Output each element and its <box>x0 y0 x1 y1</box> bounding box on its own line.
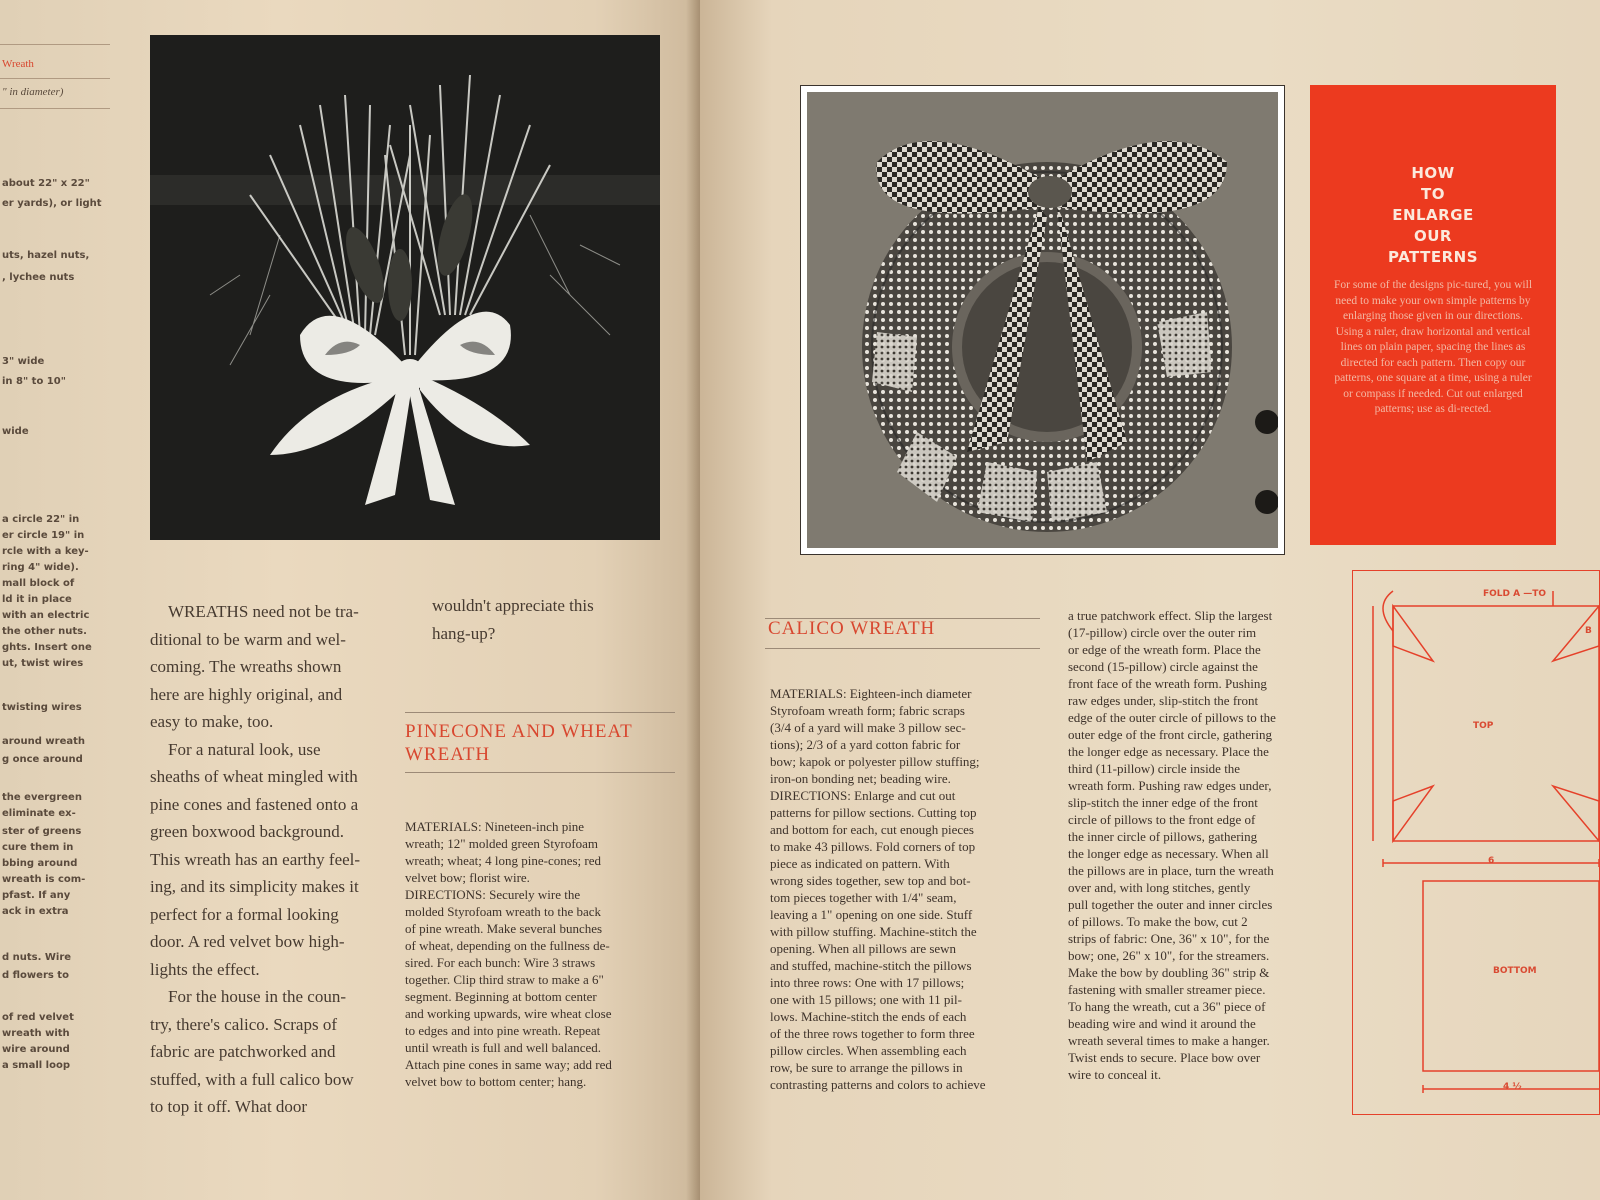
how-to-enlarge-sidebar <box>1310 85 1556 545</box>
body-text-line: hang-up? <box>432 623 496 643</box>
margin-text-line: twisting wires <box>2 702 82 713</box>
margin-text-line: ld it in place <box>2 594 72 605</box>
instruction-line: the longer edge as necessary. Place the <box>1068 744 1269 759</box>
body-text-line: wouldn't appreciate this <box>432 596 594 615</box>
instruction-line: the pillows are in place, turn the wreath <box>1068 863 1274 878</box>
instruction-line: raw edges under, slip-stitch the front <box>1068 693 1259 708</box>
instruction-line: Twist ends to secure. Place bow over <box>1068 1050 1261 1065</box>
body-text-line: For a natural look, use <box>168 739 321 759</box>
instruction-line: molded Styrofoam wreath to the back <box>405 904 602 919</box>
body-text-line: lights the effect. <box>150 959 260 979</box>
side-label: B <box>1585 626 1592 636</box>
instruction-line: velvet bow; florist wire. <box>405 870 530 885</box>
margin-text-line: er yards), or light <box>2 198 102 209</box>
sidebar-title-line: OUR <box>1414 227 1452 245</box>
bottom-label: BOTTOM <box>1493 966 1537 976</box>
body-text-line: ditional to be warm and wel- <box>150 629 346 649</box>
instruction-line: piece as indicated on pattern. With <box>770 856 950 871</box>
instruction-line: slip-stitch the inner edge of the front <box>1068 795 1258 810</box>
body-text-line: green boxwood background. <box>150 822 345 841</box>
body-text-line: fabric are patchworked and <box>150 1042 336 1061</box>
body-text-line: stuffed, with a full calico bow <box>150 1069 354 1089</box>
margin-text-line: mall block of <box>2 578 75 589</box>
instruction-line: velvet bow to bottom center; hang. <box>405 1074 587 1089</box>
instruction-line: segment. Beginning at bottom center <box>405 989 597 1004</box>
margin-text-line: ut, twist wires <box>2 658 84 669</box>
instruction-line: and working upwards, wire wheat close <box>405 1006 612 1021</box>
calico-instructions-col-1 <box>770 685 1042 1093</box>
margin-text-line: wreath with <box>2 1028 70 1039</box>
body-text-line: easy to make, too. <box>150 712 274 731</box>
margin-text-line: g once around <box>2 754 83 765</box>
sidebar-title-line: PATTERNS <box>1387 248 1479 266</box>
instruction-line: pull together the outer and inner circles <box>1068 897 1273 912</box>
body-text-line: to top it off. What door <box>150 1097 308 1116</box>
margin-text-line: er circle 19" in <box>2 530 85 541</box>
instruction-line: the inner circle of pillows, gathering <box>1068 829 1258 844</box>
instruction-line: circle of pillows to the front edge of <box>1068 812 1256 827</box>
fold-label: FOLD A —TO <box>1483 589 1547 599</box>
margin-text-line: 3" wide <box>2 356 45 367</box>
margin-rule <box>0 78 110 79</box>
bottom-width-label: 4 ½ <box>1503 1082 1522 1092</box>
instruction-line: to edges and into pine wreath. Repeat <box>405 1023 601 1038</box>
instruction-line: DIRECTIONS: Enlarge and cut out <box>770 788 956 803</box>
instruction-line: patterns for pillow sections. Cutting top <box>770 805 977 820</box>
instruction-line: and stuffed, machine-stitch the pillows <box>770 958 972 973</box>
body-text-line: coming. The wreaths shown <box>150 657 342 676</box>
calico-instructions-col-2 <box>1068 607 1340 1083</box>
margin-rule <box>0 108 110 109</box>
instruction-line: strips of fabric: One, 36" x 10", for the <box>1068 931 1270 946</box>
margin-text-line: d nuts. Wire <box>2 952 72 963</box>
sidebar-title <box>1332 163 1534 268</box>
instruction-line: bow; one, 26" x 10", for the streamers. <box>1068 948 1270 963</box>
intro-column-2 <box>432 592 682 647</box>
margin-text-line: pfast. If any <box>2 890 71 901</box>
margin-text-line: wire around <box>2 1044 70 1055</box>
instruction-line: edge of the outer circle of pillows to the <box>1068 710 1276 725</box>
instruction-line: DIRECTIONS: Securely wire the <box>405 887 581 902</box>
margin-text-line: around wreath <box>2 736 86 747</box>
margin-text-line: Wreath <box>2 58 34 70</box>
pinecone-title-line-1: PINECONE AND WHEAT <box>405 721 633 742</box>
instruction-line: Make the bow by doubling 36" strip & <box>1068 965 1270 980</box>
instruction-line: pillow circles. When assembling each <box>770 1043 967 1058</box>
instruction-line: (3/4 of a yard will make 3 pillow sec- <box>770 720 966 735</box>
calico-wreath-photo <box>800 85 1285 555</box>
body-text-line: try, there's calico. Scraps of <box>150 1014 337 1034</box>
margin-text-line: with an electric <box>2 610 90 621</box>
margin-rule <box>0 44 110 45</box>
top-label: TOP <box>1473 721 1494 731</box>
margin-text-line: ack in extra <box>2 906 69 917</box>
instruction-line: over and, with long stitches, gently <box>1068 880 1251 895</box>
instruction-line: second (15-pillow) circle against the <box>1068 659 1258 674</box>
instruction-line: wreath several times to make a hanger. <box>1068 1033 1270 1048</box>
margin-text-line: cure them in <box>2 842 74 853</box>
margin-text-line: d flowers to <box>2 970 69 981</box>
pinecone-title-line-2: WREATH <box>405 744 491 765</box>
instruction-line: with pillow stuffing. Machine-stitch the <box>770 924 977 939</box>
instruction-line: together. Clip third straw to make a 6" <box>405 972 604 987</box>
pinecone-rule-top <box>405 712 675 713</box>
instruction-line: until wreath is full and well balanced. <box>405 1040 602 1055</box>
margin-text-line: eliminate ex- <box>2 808 76 819</box>
margin-text-line: , lychee nuts <box>2 272 75 283</box>
instruction-line: lows. Machine-stitch the ends of each <box>770 1009 967 1024</box>
body-text-line: here are highly original, and <box>150 684 343 704</box>
instruction-line: tions); 2/3 of a yard cotton fabric for <box>770 737 961 752</box>
sidebar-text: For some of the designs pic-tured, you will need to make your own simple patterns by enlarging those given in our directions. Using a ruler, draw horizontal and vertical lines on plain paper, spacing the lines as directed for each pattern. Then copy our patterns, one square at a time, using a ruler or compass if needed. Cut out enlarged patterns; use as di-rected. <box>1333 279 1533 415</box>
margin-text-line: in 8" to 10" <box>2 376 66 387</box>
margin-text-line: ghts. Insert one <box>2 642 92 653</box>
instruction-line: front face of the wreath form. Pushing <box>1068 676 1267 691</box>
sidebar-title-line: ENLARGE <box>1392 206 1474 224</box>
instruction-line: wreath; wheat; 4 long pine-cones; red <box>405 853 602 868</box>
instruction-line: row, be sure to arrange the pillows in <box>770 1060 963 1075</box>
margin-text-line: the evergreen <box>2 792 82 803</box>
pinecone-instructions <box>405 818 675 1090</box>
margin-text-line: ring 4" wide). <box>2 562 79 573</box>
calico-rule-bottom <box>765 648 1040 649</box>
instruction-line: (17-pillow) circle over the outer rim <box>1068 625 1257 640</box>
margin-text-line: ster of greens <box>2 826 82 837</box>
instruction-line: of pillows. To make the bow, cut 2 <box>1068 914 1248 929</box>
margin-text-line: bbing around <box>2 858 78 869</box>
instruction-line: tom pieces together with 1/4" seam, <box>770 890 957 905</box>
body-text-line: sheaths of wheat mingled with <box>150 767 358 786</box>
body-text-line: pine cones and fastened onto a <box>150 794 359 814</box>
instruction-line: or edge of the wreath form. Place the <box>1068 642 1261 657</box>
body-text-line: door. A red velvet bow high- <box>150 932 345 951</box>
body-text-line: perfect for a formal looking <box>150 904 339 924</box>
instruction-line: one with 15 pillows; one with 11 pil- <box>770 992 962 1007</box>
margin-text-line: " in diameter) <box>2 86 64 98</box>
margin-text-line: uts, hazel nuts, <box>2 250 90 261</box>
margin-text-line: a circle 22" in <box>2 514 80 525</box>
instruction-line: leaving a 1" opening on one side. Stuff <box>770 907 973 922</box>
instruction-line: MATERIALS: Nineteen-inch pine <box>405 819 585 834</box>
instruction-line: outer edge of the front circle, gathering <box>1068 727 1272 742</box>
body-text-line: This wreath has an earthy feel- <box>150 849 361 869</box>
pillow-pattern-diagram <box>1352 570 1600 1115</box>
pinecone-rule-bottom <box>405 772 675 773</box>
instruction-line: to make 43 pillows. Fold corners of top <box>770 839 976 854</box>
instruction-line: iron-on bonding net; beading wire. <box>770 771 951 786</box>
margin-text-line: about 22" x 22" <box>2 178 90 189</box>
width-label: 6 <box>1488 856 1495 866</box>
intro-column-1 <box>150 598 370 1121</box>
instruction-line: and bottom for each, cut enough pieces <box>770 822 974 837</box>
sidebar-title-line: HOW <box>1411 164 1455 182</box>
instruction-line: opening. When all pillows are sewn <box>770 941 957 956</box>
body-text-line: For the house in the coun- <box>168 987 346 1006</box>
instruction-line: wreath form. Pushing raw edges under, <box>1068 778 1272 793</box>
left-page <box>0 0 700 1200</box>
instruction-line: wrong sides together, sew top and bot- <box>770 873 971 888</box>
instruction-line: of the three rows together to form three <box>770 1026 975 1041</box>
margin-text-line: a small loop <box>2 1060 71 1071</box>
instruction-line: of wheat, depending on the fullness de- <box>405 938 610 953</box>
instruction-line: Styrofoam wreath form; fabric scraps <box>770 703 965 718</box>
sidebar-title-line: TO <box>1421 185 1445 203</box>
margin-text-line: rcle with a key- <box>2 546 89 557</box>
instruction-line: of pine wreath. Make several bunches <box>405 921 603 936</box>
body-text-line: WREATHS need not be tra- <box>168 602 359 621</box>
instruction-line: sired. For each bunch: Wire 3 straws <box>405 955 596 970</box>
instruction-line: To hang the wreath, cut a 36" piece of <box>1068 999 1266 1014</box>
instruction-line: wire to conceal it. <box>1068 1067 1162 1082</box>
body-text-line: ing, and its simplicity makes it <box>150 877 359 896</box>
margin-text-line: wreath is com- <box>2 874 86 885</box>
wheat-wreath-photo <box>150 35 660 540</box>
pinecone-title <box>405 720 633 766</box>
instruction-line: a true patchwork effect. Slip the largest <box>1068 608 1273 623</box>
instruction-line: third (11-pillow) circle inside the <box>1068 761 1241 776</box>
instruction-line: beading wire and wind it around the <box>1068 1016 1256 1031</box>
instruction-line: wreath; 12" molded green Styrofoam <box>405 836 599 851</box>
calico-title: CALICO WREATH <box>768 618 936 639</box>
margin-text-line: the other nuts. <box>2 626 87 637</box>
instruction-line: Attach pine cones in same way; add red <box>405 1057 612 1072</box>
instruction-line: bow; kapok or polyester pillow stuffing; <box>770 754 980 769</box>
left-margin-text <box>0 0 120 1160</box>
instruction-line: fastening with smaller streamer piece. <box>1068 982 1266 997</box>
instruction-line: into three rows: One with 17 pillows; <box>770 975 965 990</box>
instruction-line: MATERIALS: Eighteen-inch diameter <box>770 686 972 701</box>
instruction-line: the longer edge as necessary. When all <box>1068 846 1269 861</box>
margin-text-line: wide <box>2 426 29 437</box>
margin-text-line: of red velvet <box>2 1012 74 1023</box>
instruction-line: contrasting patterns and colors to achieve <box>770 1077 986 1092</box>
